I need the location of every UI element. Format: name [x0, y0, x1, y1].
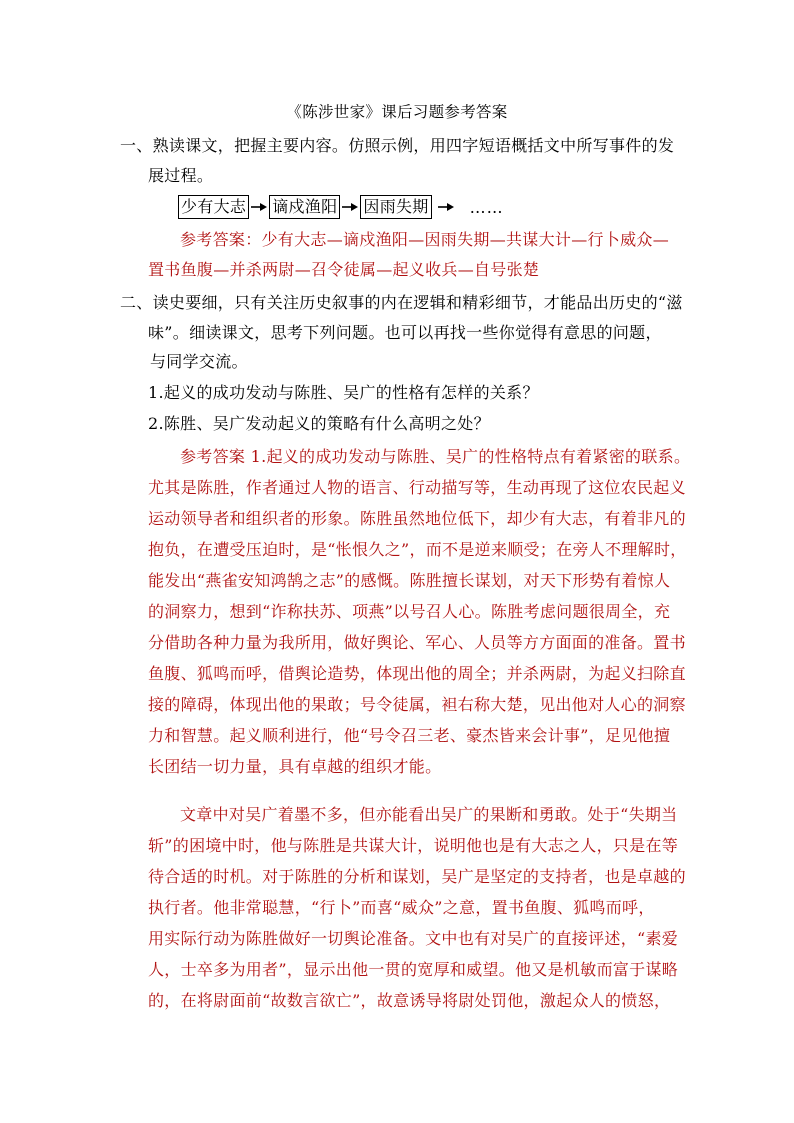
question-2-line-1: 二、读史要细，只有关注历史叙事的内在逻辑和精彩细节，才能品出历史的“滋	[120, 293, 683, 312]
answer-1-line-1: 参考答案：少有大志—谪戍渔阳—因雨失期—共谋大计—行卜威众—	[180, 230, 670, 249]
answer-2-line: 运动领导者和组织者的形象。陈胜虽然地位低下，却少有大志，有着非凡的	[148, 509, 686, 528]
answer-2-line: 力和智慧。起义顺利进行，他“号令召三老、豪杰皆来会计事”，足见他擅	[148, 726, 671, 745]
answer-2-line: 的洞察力，想到“诈称扶苏、项燕”以号召人心。陈胜考虑问题很周全，充	[148, 602, 671, 621]
answer-2-line: 长团结一切力量，具有卓越的组织才能。	[148, 757, 442, 776]
question-1-line-1: 一、熟读课文，把握主要内容。仿照示例，用四字短语概括文中所写事件的发	[120, 136, 675, 155]
event-flow-diagram	[178, 194, 504, 220]
answer-3-line: 执行者。他非常聪慧，“行卜”而喜“威众”之意，置书鱼腹、狐鸣而呼，	[148, 898, 655, 917]
answer-3-line: 人，士卒多为用者”，显示出他一贯的宽厚和威望。他又是机敏而富于谋略	[148, 960, 679, 979]
flow-box-2: 谪戍渔阳	[269, 195, 340, 219]
answer-3-line: 斩”的困境中时，他与陈胜是共谋大计，说明他也是有大志之人，只是在等	[148, 836, 679, 855]
flow-ellipsis: ……	[469, 197, 504, 217]
question-2-line-3: 与同学交流。	[150, 352, 248, 371]
question-2-sub-2: 2.陈胜、吴广发动起义的策略有什么高明之处？	[148, 414, 490, 433]
answer-3-line: 文章中对吴广着墨不多，但亦能看出吴广的果断和勇敢。处于“失期当	[180, 805, 678, 824]
answer-3-line: 的，在将尉面前“故数言欲亡”，故意诱导将尉处罚他，激起众人的愤怒，	[148, 991, 671, 1010]
flow-box-1: 少有大志	[178, 195, 249, 219]
answer-2-line: 分借助各种力量为我所用，做好舆论、军心、人员等方方面面的准备。置书	[148, 633, 686, 652]
flow-box-3: 因雨失期	[360, 195, 431, 219]
answer-3-line: 待合适的时机。对于陈胜的分析和谋划，吴广是坚定的支持者，也是卓越的	[148, 867, 686, 886]
answer-2-line: 尤其是陈胜，作者通过人物的语言、行动描写等，生动再现了这位农民起义	[148, 478, 686, 497]
arrow-right-icon	[436, 202, 456, 212]
document-title: 《陈涉世家》课后习题参考答案	[286, 103, 508, 121]
answer-2-line: 抱负，在遭受压迫时，是“怅恨久之”，而不是逆来顺受；在旁人不理解时，	[148, 540, 687, 559]
answer-2-line: 参考答案 1.起义的成功发动与陈胜、吴广的性格特点有着紧密的联系。	[180, 447, 691, 466]
answer-3-line: 用实际行动为陈胜做好一切舆论准备。文中也有对吴广的直接评述，“素爱	[148, 929, 679, 948]
answer-2-line: 鱼腹、狐鸣而呼，借舆论造势，体现出他的周全；并杀两尉，为起义扫除直	[148, 664, 686, 683]
answer-2-line: 能发出“燕雀安知鸿鹄之志”的感慨。陈胜擅长谋划，对天下形势有着惊人	[148, 571, 671, 590]
answer-2-line: 接的障碍，体现出他的果敢；号令徒属，袒右称大楚，见出他对人心的洞察	[148, 695, 686, 714]
arrow-right-icon	[249, 202, 269, 212]
question-2-sub-1: 1.起义的成功发动与陈胜、吴广的性格有怎样的关系？	[148, 383, 539, 402]
question-2-line-2: 味”。细读课文，思考下列问题。也可以再找一些你觉得有意思的问题，	[148, 323, 662, 342]
answer-1-line-2: 置书鱼腹—并杀两尉—召令徒属—起义收兵—自号张楚	[148, 260, 540, 279]
question-1-line-2: 展过程。	[148, 166, 214, 185]
arrow-right-icon	[340, 202, 360, 212]
